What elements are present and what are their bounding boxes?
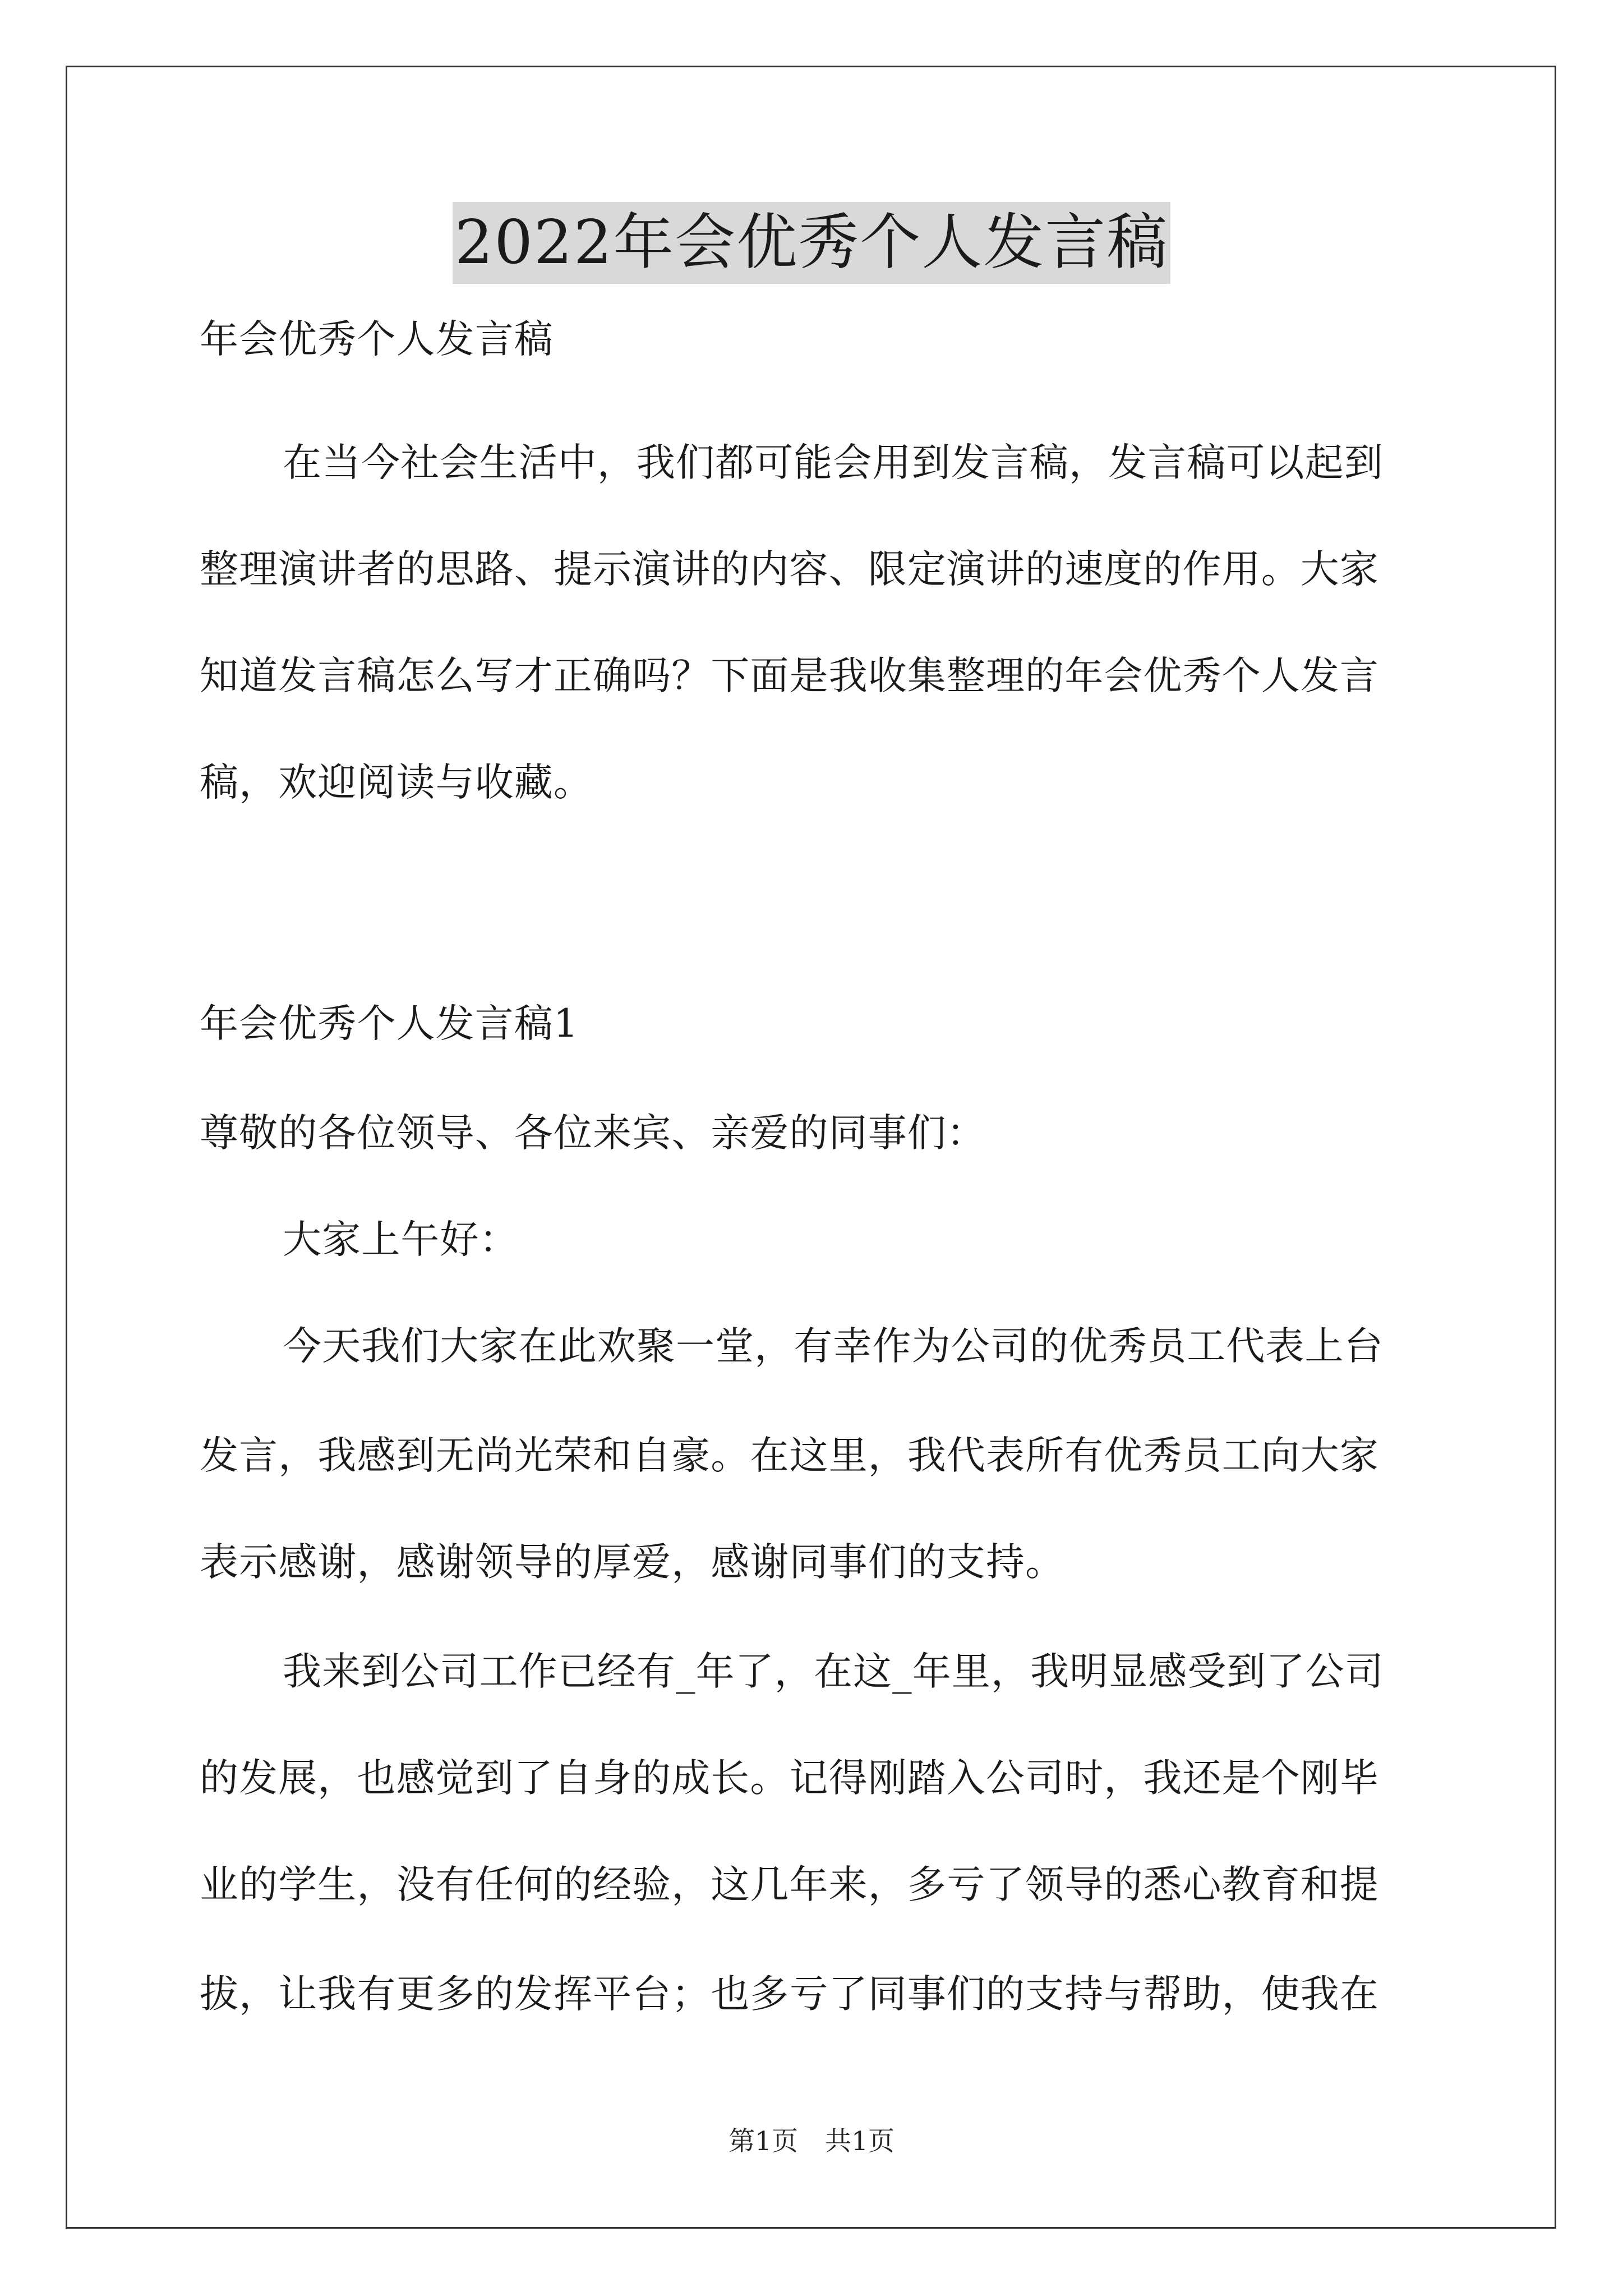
paragraph-line: 知道发言稿怎么写才正确吗？下面是我收集整理的年会优秀个人发言 xyxy=(200,654,1379,698)
section-heading: 年会优秀个人发言稿1 xyxy=(200,1001,579,1046)
paragraph-line: 表示感谢，感谢领导的厚爱，感谢同事们的支持。 xyxy=(200,1540,1065,1585)
paragraph-line: 整理演讲者的思路、提示演讲的内容、限定演讲的速度的作用。大家 xyxy=(200,547,1379,592)
page-footer xyxy=(0,2125,1623,2159)
page-number: 第1页 xyxy=(728,2126,798,2157)
page-total: 共1页 xyxy=(825,2126,895,2157)
salutation-line: 尊敬的各位领导、各位来宾、亲爱的同事们： xyxy=(200,1111,986,1156)
paragraph-line: 稿，欢迎阅读与收藏。 xyxy=(200,760,593,805)
paragraph-line: 在当今社会生活中，我们都可能会用到发言稿，发言稿可以起到 xyxy=(283,440,1384,485)
paragraph-line: 拔，让我有更多的发挥平台；也多亏了同事们的支持与帮助，使我在 xyxy=(200,1972,1379,2017)
greeting-line: 大家上午好： xyxy=(283,1217,519,1262)
title-container xyxy=(0,202,1623,284)
paragraph-line: 的发展，也感觉到了自身的成长。记得刚踏入公司时，我还是个刚毕 xyxy=(200,1756,1379,1801)
paragraph-line: 发言，我感到无尚光荣和自豪。在这里，我代表所有优秀员工向大家 xyxy=(200,1433,1379,1478)
paragraph-line: 业的学生，没有任何的经验，这几年来，多亏了领导的悉心教育和提 xyxy=(200,1862,1379,1907)
paragraph-line: 我来到公司工作已经有_年了，在这_年里，我明显感受到了公司 xyxy=(283,1649,1384,1694)
paragraph-line: 今天我们大家在此欢聚一堂，有幸作为公司的优秀员工代表上台 xyxy=(283,1324,1384,1369)
document-title: 2022年会优秀个人发言稿 xyxy=(453,202,1171,284)
section-heading: 年会优秀个人发言稿 xyxy=(200,317,554,362)
